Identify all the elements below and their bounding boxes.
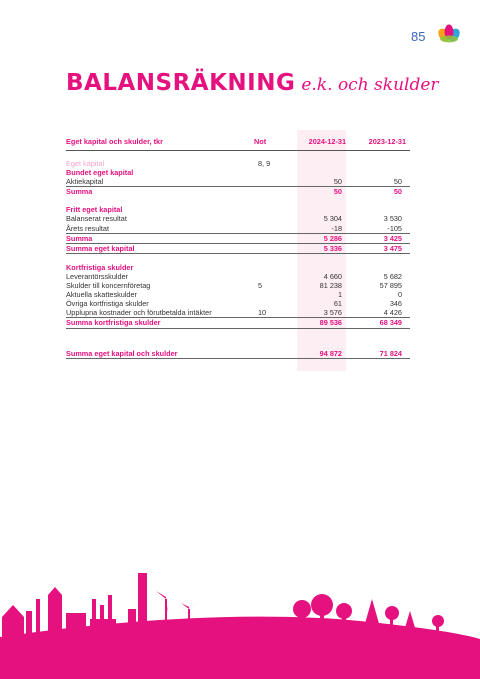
row-value-2024: 50 xyxy=(333,177,342,187)
row-note: 8, 9 xyxy=(258,159,271,168)
row-label: Eget kapital xyxy=(66,159,105,168)
row-note: 10 xyxy=(258,308,267,318)
row-value-2024: 3 576 xyxy=(323,308,342,318)
row-value-2023: 3 530 xyxy=(383,214,402,224)
title-script: e.k. och skulder xyxy=(301,75,439,95)
row-label: Summa kortfristiga skulder xyxy=(66,318,161,328)
table-row xyxy=(66,186,410,196)
row-label: Övriga kortfristiga skulder xyxy=(66,299,149,309)
row-value-2024: 81 238 xyxy=(319,281,342,291)
header-col-2023: 2023-12-31 xyxy=(368,137,406,146)
row-value-2023: 3 475 xyxy=(383,243,402,253)
table-row xyxy=(66,272,410,281)
table-row xyxy=(66,349,410,359)
row-label: Aktuella skatteskulder xyxy=(66,290,137,300)
row-value-2024: -18 xyxy=(331,223,342,233)
table-row xyxy=(66,299,410,308)
table-header xyxy=(66,136,410,151)
row-value-2023: 5 682 xyxy=(383,271,402,281)
header-col-2024: 2024-12-31 xyxy=(308,137,346,146)
row-value-2024: 89 536 xyxy=(319,318,342,328)
row-value-2023: 57 895 xyxy=(379,281,402,291)
row-label: Årets resultat xyxy=(66,223,109,233)
row-value-2024: 94 872 xyxy=(319,348,342,358)
table-row xyxy=(66,168,410,177)
city-skyline-illustration xyxy=(0,569,480,679)
table-row xyxy=(66,159,410,168)
row-label: Kortfristiga skulder xyxy=(66,262,134,272)
row-value-2023: 346 xyxy=(389,299,402,309)
page-number: 85 xyxy=(411,29,426,44)
table-row xyxy=(66,205,410,214)
row-value-2024: 5 286 xyxy=(323,233,342,243)
table-row xyxy=(66,263,410,272)
row-value-2023: 68 349 xyxy=(379,318,402,328)
row-note: 5 xyxy=(258,281,263,291)
row-label: Leverantörsskulder xyxy=(66,271,129,281)
table-row xyxy=(66,281,410,290)
lotus-logo-icon xyxy=(437,24,461,44)
row-label: Summa eget kapital och skulder xyxy=(66,348,178,358)
header-label: Eget kapital och skulder, tkr xyxy=(66,137,163,146)
title-main: BALANSRÄKNING xyxy=(66,70,296,96)
row-value-2023: 3 425 xyxy=(383,233,402,243)
row-value-2024: 5 336 xyxy=(323,243,342,253)
table-row xyxy=(66,290,410,299)
row-value-2024: 1 xyxy=(337,290,342,300)
table-row xyxy=(66,317,410,328)
table-row xyxy=(66,214,410,223)
balance-sheet-table xyxy=(66,136,410,359)
row-value-2023: 71 824 xyxy=(379,348,402,358)
row-value-2023: 50 xyxy=(393,177,402,187)
row-value-2024: 50 xyxy=(333,187,342,197)
row-label: Summa xyxy=(66,187,93,197)
row-value-2024: 4 660 xyxy=(323,271,342,281)
table-row xyxy=(66,308,410,317)
row-value-2023: -105 xyxy=(387,223,402,233)
page-title xyxy=(66,70,439,96)
row-label: Skulder till koncernföretag xyxy=(66,281,151,291)
row-label: Balanserat resultat xyxy=(66,214,127,224)
header-note: Not xyxy=(254,137,267,146)
row-label: Upplupna kostnader och förutbetalda intäkter xyxy=(66,308,212,318)
table-row xyxy=(66,243,410,254)
row-value-2023: 0 xyxy=(397,290,402,300)
row-value-2024: 5 304 xyxy=(323,214,342,224)
table-row xyxy=(66,224,410,233)
row-label: Fritt eget kapital xyxy=(66,205,123,215)
row-label: Aktiekapital xyxy=(66,177,104,187)
row-label: Summa xyxy=(66,233,93,243)
table-row xyxy=(66,177,410,186)
row-value-2024: 61 xyxy=(333,299,342,309)
row-value-2023: 50 xyxy=(393,187,402,197)
row-label: Summa eget kapital xyxy=(66,243,135,253)
table-row xyxy=(66,233,410,243)
row-value-2023: 4 426 xyxy=(383,308,402,318)
row-label: Bundet eget kapital xyxy=(66,168,134,178)
